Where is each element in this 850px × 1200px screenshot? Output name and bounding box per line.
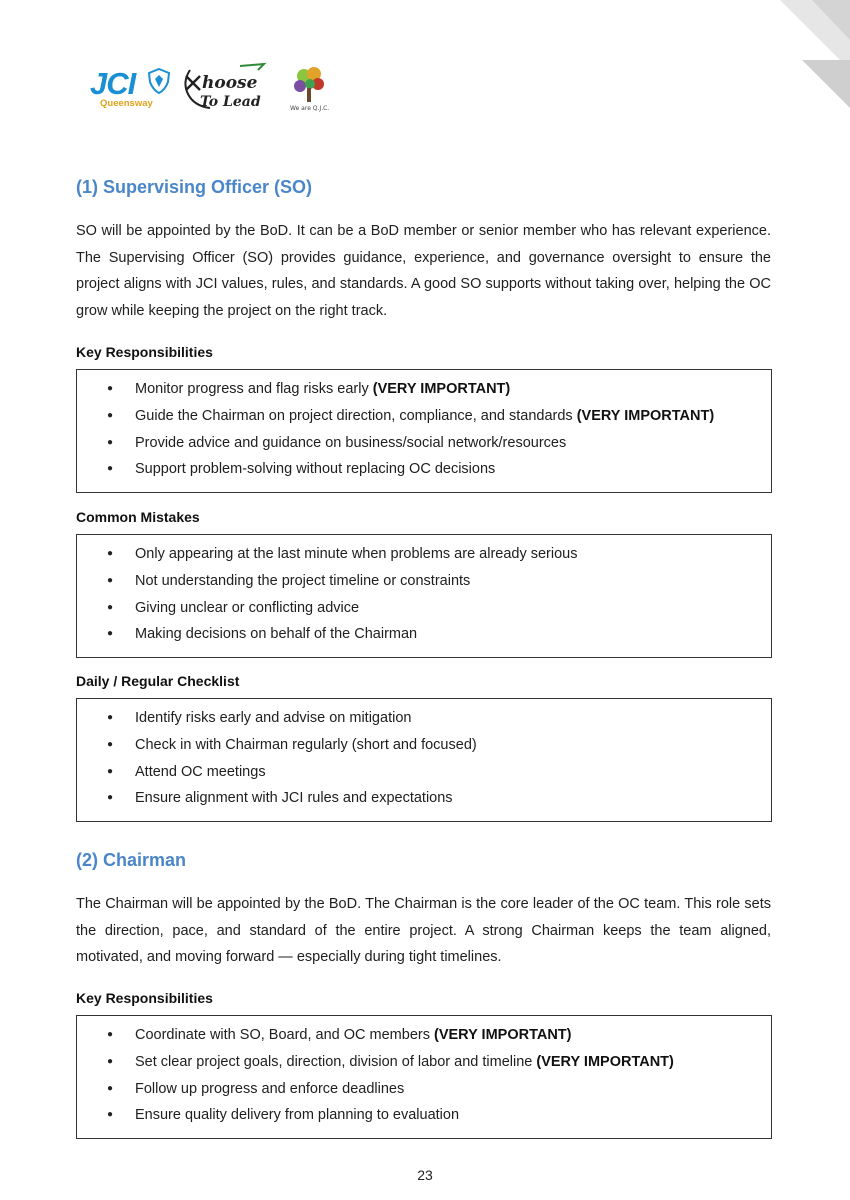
group-label: Common Mistakes: [76, 509, 200, 525]
jci-logo: JCI: [90, 66, 136, 101]
list-item: ● Not understanding the project timeline or constraints: [107, 568, 771, 595]
section-intro-supervising-officer: SO will be appointed by the BoD. It can be a BoD member or senior member who has relevant experience. The Supervising Officer (SO) provides guidance, experience, and governance oversight to ensure the project aligns with JCI values, rules, and standards. A good SO supports without taking over, helping the OC grow while keeping the project on the right track.: [76, 223, 771, 319]
list-item: ● Monitor progress and flag risks early (VERY IMPORTANT): [107, 376, 771, 403]
list-item: ● Attend OC meetings: [107, 759, 771, 786]
list-item: ● Identify risks early and advise on mitigation: [107, 705, 771, 732]
list-item: ● Ensure alignment with JCI rules and expectations: [107, 785, 771, 812]
header-logos: [88, 62, 338, 114]
responsibilities-box: [76, 369, 772, 493]
list-item: ● Coordinate with SO, Board, and OC members (VERY IMPORTANT): [107, 1022, 771, 1049]
list-item: ● Support problem-solving without replacing OC decisions: [107, 456, 771, 483]
section-title-supervising-officer: (1) Supervising Officer (SO): [76, 177, 313, 197]
list-item: ● Making decisions on behalf of the Chairman: [107, 621, 771, 648]
ctl-logo-text: hoose: [202, 73, 258, 93]
list-item: ● Only appearing at the last minute when problems are already serious: [107, 541, 771, 568]
group-label: Key Responsibilities: [76, 344, 213, 360]
jci-logo-subtitle: Queensway: [100, 98, 153, 109]
group-label: Daily / Regular Checklist: [76, 673, 240, 689]
tree-logo: [286, 64, 332, 114]
list-item: ● Check in with Chairman regularly (short and focused): [107, 732, 771, 759]
choose-to-lead-logo: [180, 62, 280, 114]
list-item: ● Follow up progress and enforce deadlines: [107, 1076, 771, 1103]
checklist-box: [76, 698, 772, 822]
common-mistakes-box: [76, 534, 772, 658]
list-item: ● Provide advice and guidance on business/social network/resources: [107, 430, 771, 457]
section-title-chairman: (2) Chairman: [76, 850, 187, 870]
list-item: ● Ensure quality delivery from planning to evaluation: [107, 1102, 771, 1129]
list-item: ● Giving unclear or conflicting advice: [107, 595, 771, 622]
jci-shield-icon: [148, 68, 170, 94]
list-item: ● Guide the Chairman on project direction, compliance, and standards (VERY IMPORTANT): [107, 403, 771, 430]
group-label: Key Responsibilities: [76, 990, 213, 1006]
section-intro-chairman: The Chairman will be appointed by the BoD. The Chairman is the core leader of the OC team. This role sets the direction, pace, and standard of the entire project. A strong Chairman keeps the team aligned, motivated, and moving forward — especially during tight timelines.: [76, 896, 771, 965]
list-item: ● Set clear project goals, direction, division of labor and timeline (VERY IMPORTANT): [107, 1049, 771, 1076]
svg-text:To Lead: To Lead: [200, 94, 261, 110]
page-number: 23: [417, 1167, 433, 1183]
page-corner-decoration: [740, 0, 850, 110]
tree-logo-text: We are Q.J.C.: [290, 105, 330, 112]
chairman-responsibilities-box: [76, 1015, 772, 1139]
